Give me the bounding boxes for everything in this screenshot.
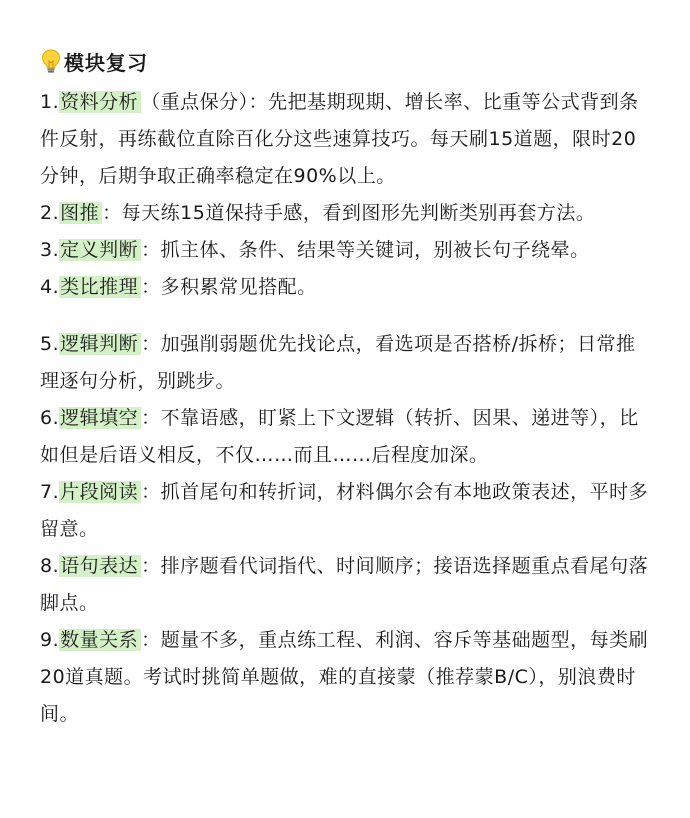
module-review-document bbox=[40, 46, 655, 733]
item-number: 8. bbox=[40, 555, 60, 577]
topic-highlight: 逻辑填空 bbox=[59, 407, 141, 429]
topic-highlight: 图推 bbox=[59, 202, 102, 224]
item-description: ：每天练15道保持手感，看到图形先判断类别再套方法。 bbox=[102, 202, 596, 224]
topic-highlight: 数量关系 bbox=[59, 629, 141, 651]
topic-highlight: 逻辑判断 bbox=[59, 333, 141, 355]
list-item-7 bbox=[40, 474, 655, 548]
item-number: 1. bbox=[40, 91, 60, 113]
item-description: （重点保分）：先把基期现期、增长率、比重等公式背到条件反射，再练截位直除百化分这些速算技巧。每天刷15道题，限时20分钟，后期争取正确率稳定在90%以上。 bbox=[40, 91, 639, 187]
item-number: 4. bbox=[40, 276, 60, 298]
item-description: ：不靠语感，盯紧上下文逻辑（转折、因果、递进等），比如但是后语义相反，不仅……而且……后程度加深。 bbox=[40, 407, 639, 466]
item-description: ：多积累常见搭配。 bbox=[141, 276, 317, 298]
item-description: ：抓首尾句和转折词，材料偶尔会有本地政策表述，平时多留意。 bbox=[40, 481, 649, 540]
list-item-6 bbox=[40, 400, 655, 474]
item-number: 9. bbox=[40, 629, 60, 651]
list-item-5 bbox=[40, 326, 655, 400]
item-description: ：抓主体、条件、结果等关键词，别被长句子绕晕。 bbox=[141, 239, 590, 261]
section-heading bbox=[40, 46, 655, 76]
item-number: 5. bbox=[40, 333, 60, 355]
list-item-4 bbox=[40, 269, 655, 306]
section-title: 模块复习 bbox=[64, 50, 148, 75]
item-description: ：题量不多，重点练工程、利润、容斥等基础题型，每类刷20道真题。考试时挑简单题做，难的直接蒙（推荐蒙B/C），别浪费时间。 bbox=[40, 629, 649, 725]
topic-highlight: 资料分析 bbox=[59, 91, 141, 113]
lightbulb-icon bbox=[40, 48, 62, 74]
list-item-1 bbox=[40, 84, 655, 195]
item-number: 7. bbox=[40, 481, 60, 503]
item-number: 6. bbox=[40, 407, 60, 429]
topic-highlight: 定义判断 bbox=[59, 239, 141, 261]
item-number: 2. bbox=[40, 202, 60, 224]
list-item-9 bbox=[40, 622, 655, 733]
item-description: ：排序题看代词指代、时间顺序；接语选择题重点看尾句落脚点。 bbox=[40, 555, 649, 614]
topic-highlight: 类比推理 bbox=[59, 276, 141, 298]
list-item-2 bbox=[40, 195, 655, 232]
topic-highlight: 片段阅读 bbox=[59, 481, 141, 503]
list-item-3 bbox=[40, 232, 655, 269]
item-description: ：加强削弱题优先找论点，看选项是否搭桥/拆桥；日常推理逐句分析，别跳步。 bbox=[40, 333, 636, 392]
item-number: 3. bbox=[40, 239, 60, 261]
topic-highlight: 语句表达 bbox=[59, 555, 141, 577]
list-item-8 bbox=[40, 548, 655, 622]
